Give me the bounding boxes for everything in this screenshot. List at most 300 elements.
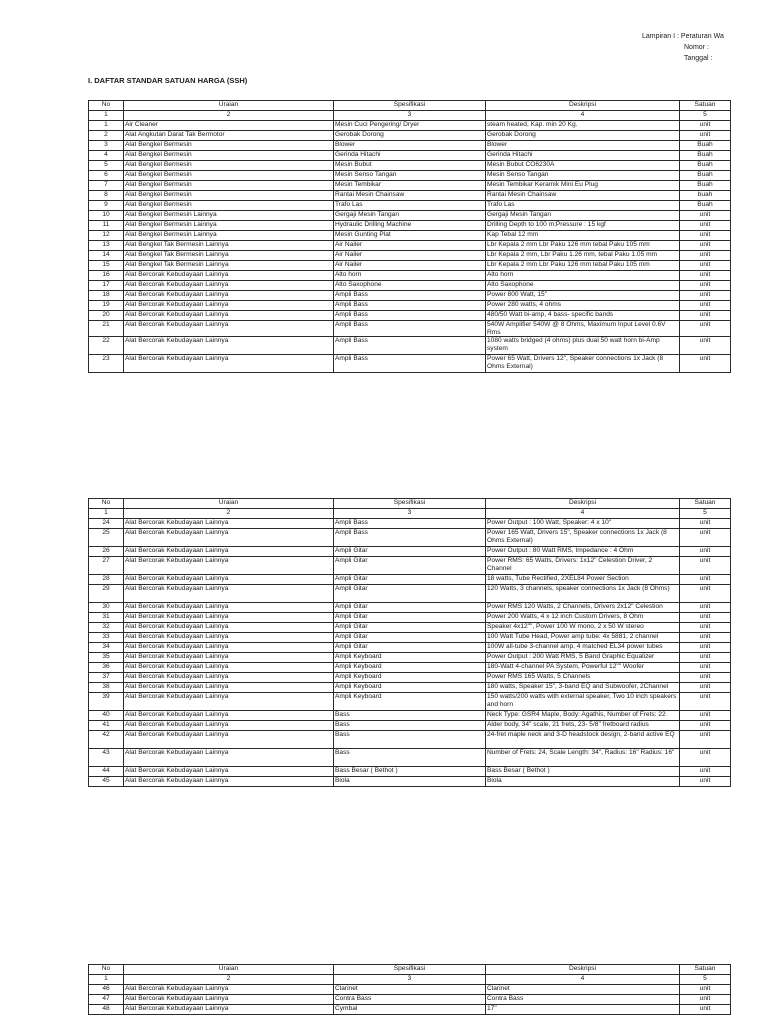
cell-uraian: Alat Bercorak Kebudayaan Lainnya [124,603,334,613]
cell-satuan: unit [680,301,731,311]
ssh-table-1 [88,100,731,373]
table-row [89,985,731,995]
cell-spesifikasi: Gergaji Mesin Tangan [334,211,486,221]
cell-deskripsi: Power Output : 200 Watt RMS, 5 Band Graphic Equalizer [486,653,680,663]
cell-uraian: Alat Bercorak Kebudayaan Lainnya [124,271,334,281]
cell-satuan: Buah [680,151,731,161]
cell-deskripsi: Alder body, 34" scale, 21 frets, 23- 5/8" fretboard radius [486,721,680,731]
cell-uraian: Alat Bengkel Bermesin [124,161,334,171]
cell-satuan: unit [680,281,731,291]
cell-deskripsi: 24-fret maple neck and 3-D headstock design, 2-band active EQ [486,731,680,749]
column-index: 4 [486,975,680,985]
table-row [89,683,731,693]
table-row [89,161,731,171]
column-index: 5 [680,111,731,121]
cell-no: 2 [89,131,124,141]
table-header-row [89,499,731,509]
cell-spesifikasi: Ampli Gitar [334,575,486,585]
column-header-no: No [89,965,124,975]
cell-spesifikasi: Ampli Keyboard [334,673,486,683]
cell-uraian: Alat Bercorak Kebudayaan Lainnya [124,281,334,291]
table-row [89,529,731,547]
cell-no: 46 [89,985,124,995]
cell-deskripsi: Power 800 Watt, 15" [486,291,680,301]
ssh-table-2 [88,498,731,787]
cell-uraian: Alat Bercorak Kebudayaan Lainnya [124,663,334,673]
cell-uraian: Alat Bercorak Kebudayaan Lainnya [124,547,334,557]
table-row [89,151,731,161]
column-index: 1 [89,975,124,985]
cell-deskripsi: Power 65 Watt, Drivers 12", Speaker connections 1x Jack (8 Ohms External) [486,355,680,373]
cell-satuan: unit [680,683,731,693]
cell-satuan: unit [680,767,731,777]
cell-deskripsi: Number of Frets: 24, Scale Length: 34", Radius: 16" Radius: 16" [486,749,680,767]
table-row [89,131,731,141]
cell-deskripsi: Mesin Senso Tangan [486,171,680,181]
column-index: 4 [486,509,680,519]
column-header-uraian: Uraian [124,499,334,509]
table-row [89,201,731,211]
cell-deskripsi: Kap Tebal 12 mm [486,231,680,241]
table-row [89,291,731,301]
cell-no: 25 [89,529,124,547]
cell-no: 8 [89,191,124,201]
cell-satuan: unit [680,777,731,787]
cell-deskripsi: 480/50 Watt bi-amp, 4 bass- specific bands [486,311,680,321]
cell-satuan: unit [680,291,731,301]
cell-spesifikasi: Ampli Gitar [334,547,486,557]
cell-no: 24 [89,519,124,529]
cell-no: 17 [89,281,124,291]
cell-spesifikasi: Ampli Gitar [334,613,486,623]
cell-spesifikasi: Ampli Bass [334,519,486,529]
cell-deskripsi: 180 watts, Speaker 15", 3-band EQ and Subwoofer, 2Channel [486,683,680,693]
cell-spesifikasi: Mesin Bubut [334,161,486,171]
cell-spesifikasi: Mesin Gunting Plat [334,231,486,241]
cell-spesifikasi: Bass [334,749,486,767]
cell-no: 13 [89,241,124,251]
cell-satuan: unit [680,643,731,653]
table-header-row [89,101,731,111]
cell-uraian: Alat Bercorak Kebudayaan Lainnya [124,519,334,529]
cell-no: 30 [89,603,124,613]
cell-deskripsi: Power 280 watts, 4 ohms [486,301,680,311]
cell-spesifikasi: Mesin Tembikar [334,181,486,191]
table-row [89,211,731,221]
table-row [89,643,731,653]
cell-no: 28 [89,575,124,585]
table-row [89,321,731,337]
cell-satuan: unit [680,241,731,251]
cell-satuan: unit [680,985,731,995]
cell-satuan: unit [680,271,731,281]
cell-spesifikasi: Ampli Gitar [334,603,486,613]
cell-uraian: Alat Bengkel Bermesin Lainnya [124,211,334,221]
cell-uraian: Alat Bercorak Kebudayaan Lainnya [124,291,334,301]
cell-no: 23 [89,355,124,373]
cell-spesifikasi: Ampli Bass [334,291,486,301]
cell-no: 18 [89,291,124,301]
column-index-row [89,975,731,985]
column-header-satuan: Satuan [680,101,731,111]
cell-satuan: unit [680,575,731,585]
cell-spesifikasi: Ampli Bass [334,311,486,321]
cell-deskripsi: Drilling Depth to 100 m;Pressure : 15 kgf [486,221,680,231]
table-row [89,261,731,271]
cell-deskripsi: Alto Saxophone [486,281,680,291]
cell-spesifikasi: Ampli Bass [334,301,486,311]
cell-spesifikasi: Trafo Las [334,201,486,211]
cell-no: 12 [89,231,124,241]
cell-spesifikasi: Bass [334,711,486,721]
cell-no: 39 [89,693,124,711]
cell-satuan: unit [680,251,731,261]
cell-deskripsi: Alto horn [486,271,680,281]
cell-deskripsi: Neck Type: GSR4 Maple, Body: Agathis, Number of Frets: 22 [486,711,680,721]
cell-deskripsi: 120 Watts, 3 channels, speaker connections 1x Jack (8 Ohms) [486,585,680,603]
cell-deskripsi: Bass Besar ( Bethot ) [486,767,680,777]
cell-spesifikasi: Ampli Keyboard [334,653,486,663]
cell-spesifikasi: Ampli Bass [334,321,486,337]
table-row [89,693,731,711]
cell-deskripsi: 18 watts, Tube Rectified, 2XEL84 Power Section [486,575,680,585]
cell-satuan: unit [680,337,731,355]
column-index: 2 [124,509,334,519]
table-row [89,311,731,321]
cell-no: 42 [89,731,124,749]
cell-uraian: Alat Bercorak Kebudayaan Lainnya [124,777,334,787]
cell-spesifikasi: Ampli Gitar [334,557,486,575]
cell-satuan: Buah [680,201,731,211]
cell-deskripsi: Rantai Mesin Chainsaw [486,191,680,201]
cell-uraian: Alat Bengkel Bermesin [124,191,334,201]
cell-satuan: unit [680,529,731,547]
cell-uraian: Alat Bercorak Kebudayaan Lainnya [124,633,334,643]
cell-deskripsi: 540W Amplifier 540W @ 8 Ohms, Maximum Input Level 0.6V Rms [486,321,680,337]
cell-deskripsi: 100 Watt Tube Head, Power amp tube: 4x 5881, 2 channel [486,633,680,643]
cell-no: 29 [89,585,124,603]
cell-deskripsi: Gerobak Dorong [486,131,680,141]
cell-no: 22 [89,337,124,355]
cell-uraian: Alat Bengkel Bermesin Lainnya [124,221,334,231]
column-header-deskripsi: Deskripsi [486,499,680,509]
cell-no: 26 [89,547,124,557]
table-row [89,575,731,585]
cell-uraian: Alat Bercorak Kebudayaan Lainnya [124,653,334,663]
table-row [89,603,731,613]
column-index: 5 [680,975,731,985]
cell-uraian: Alat Bengkel Bermesin [124,201,334,211]
cell-no: 48 [89,1005,124,1015]
cell-uraian: Alat Bercorak Kebudayaan Lainnya [124,529,334,547]
cell-no: 9 [89,201,124,211]
cell-uraian: Alat Bercorak Kebudayaan Lainnya [124,321,334,337]
cell-spesifikasi: Bass Besar ( Bethot ) [334,767,486,777]
column-index: 4 [486,111,680,121]
cell-spesifikasi: Bass [334,721,486,731]
cell-spesifikasi: Ampli Bass [334,355,486,373]
cell-satuan: unit [680,547,731,557]
cell-satuan: Buah [680,181,731,191]
column-header-spesifikasi: Spesifikasi [334,101,486,111]
cell-deskripsi: Power Output : 80 Watt RMS, Impedance : 4 Ohm [486,547,680,557]
table-row [89,221,731,231]
cell-spesifikasi: Ampli Bass [334,337,486,355]
cell-spesifikasi: Cymbal [334,1005,486,1015]
table-row [89,749,731,767]
cell-deskripsi: Mesin Bubut CO6230A [486,161,680,171]
cell-satuan: unit [680,1005,731,1015]
cell-no: 33 [89,633,124,643]
cell-satuan: unit [680,261,731,271]
column-index-row [89,509,731,519]
cell-no: 1 [89,121,124,131]
column-header-no: No [89,101,124,111]
table-row [89,585,731,603]
cell-spesifikasi: Ampli Gitar [334,585,486,603]
cell-no: 19 [89,301,124,311]
cell-uraian: Alat Bercorak Kebudayaan Lainnya [124,613,334,623]
cell-satuan: unit [680,585,731,603]
table-row [89,251,731,261]
table-header-row [89,965,731,975]
cell-satuan: Buah [680,141,731,151]
cell-no: 34 [89,643,124,653]
cell-satuan: unit [680,221,731,231]
table-row [89,731,731,749]
cell-deskripsi: Lbr Kepala 2 mm Lbr Paku 126 mm tebal Paku 105 mm [486,261,680,271]
cell-no: 31 [89,613,124,623]
column-header-uraian: Uraian [124,101,334,111]
cell-satuan: Buah [680,161,731,171]
cell-no: 40 [89,711,124,721]
table-row [89,241,731,251]
cell-no: 38 [89,683,124,693]
cell-satuan: unit [680,673,731,683]
cell-no: 7 [89,181,124,191]
cell-deskripsi: Power Output : 100 Watt, Speaker: 4 x 10" [486,519,680,529]
cell-spesifikasi: Ampli Gitar [334,623,486,633]
cell-uraian: Alat Bercorak Kebudayaan Lainnya [124,711,334,721]
table-row [89,171,731,181]
cell-deskripsi: Power RMS 120 Watts, 2 Channels, Drivers 2x12" Celestion [486,603,680,613]
cell-spesifikasi: Mesin Senso Tangan [334,171,486,181]
cell-deskripsi: Power 165 Watt, Drivers 15", Speaker connections 1x Jack (8 Ohms External) [486,529,680,547]
cell-spesifikasi: Air Nailer [334,241,486,251]
cell-uraian: Alat Bengkel Bermesin [124,181,334,191]
cell-spesifikasi: Ampli Keyboard [334,663,486,673]
cell-deskripsi: Contra Bass [486,995,680,1005]
cell-uraian: Alat Bercorak Kebudayaan Lainnya [124,985,334,995]
cell-deskripsi: 17" [486,1005,680,1015]
table-row [89,181,731,191]
table-row [89,613,731,623]
cell-uraian: Alat Bercorak Kebudayaan Lainnya [124,557,334,575]
cell-deskripsi: Speaker 4x12"", Power 100 W mono, 2 x 50 W stereo [486,623,680,633]
cell-no: 45 [89,777,124,787]
cell-spesifikasi: Mesin Cuci Pengering/ Dryer [334,121,486,131]
section-heading: I. DAFTAR STANDAR SATUAN HARGA (SSH) [88,76,248,85]
cell-no: 37 [89,673,124,683]
table-row [89,653,731,663]
cell-uraian: Air Cleaner [124,121,334,131]
table-row [89,711,731,721]
cell-deskripsi: Lbr Kepala 2 mm Lbr Paku 126 mm tebal Paku 105 mm [486,241,680,251]
cell-satuan: buah [680,191,731,201]
cell-no: 35 [89,653,124,663]
cell-satuan: unit [680,121,731,131]
column-index: 2 [124,975,334,985]
cell-uraian: Alat Bercorak Kebudayaan Lainnya [124,1005,334,1015]
cell-uraian: Alat Bercorak Kebudayaan Lainnya [124,575,334,585]
cell-uraian: Alat Bengkel Tak Bermesin Lainnya [124,241,334,251]
cell-spesifikasi: Ampli Gitar [334,633,486,643]
table-row [89,231,731,241]
cell-satuan: unit [680,603,731,613]
cell-satuan: unit [680,231,731,241]
table-row [89,721,731,731]
cell-no: 16 [89,271,124,281]
cell-spesifikasi: Blower [334,141,486,151]
cell-satuan: Buah [680,171,731,181]
cell-uraian: Alat Bercorak Kebudayaan Lainnya [124,995,334,1005]
cell-satuan: unit [680,711,731,721]
column-header-spesifikasi: Spesifikasi [334,965,486,975]
table-row [89,519,731,529]
cell-deskripsi: Gerinda Hitachi [486,151,680,161]
cell-no: 14 [89,251,124,261]
cell-uraian: Alat Bengkel Bermesin [124,171,334,181]
table-row [89,337,731,355]
cell-deskripsi: Blower [486,141,680,151]
column-index: 1 [89,509,124,519]
cell-uraian: Alat Bercorak Kebudayaan Lainnya [124,749,334,767]
cell-spesifikasi: Ampli Keyboard [334,693,486,711]
cell-deskripsi: Biola [486,777,680,787]
cell-no: 3 [89,141,124,151]
cell-deskripsi: Power 200 Watts, 4 x 12 inch Custom Drivers, 8 Ohm [486,613,680,623]
cell-uraian: Alat Bercorak Kebudayaan Lainnya [124,311,334,321]
cell-deskripsi: Gergaji Mesin Tangan [486,211,680,221]
table-row [89,547,731,557]
cell-satuan: unit [680,749,731,767]
table-row [89,623,731,633]
column-header-deskripsi: Deskripsi [486,965,680,975]
cell-uraian: Alat Bercorak Kebudayaan Lainnya [124,721,334,731]
cell-uraian: Alat Bercorak Kebudayaan Lainnya [124,643,334,653]
table-row [89,141,731,151]
tanggal-label: Tanggal : [684,55,713,62]
table-row [89,121,731,131]
cell-deskripsi: Trafo Las [486,201,680,211]
table-row [89,663,731,673]
column-header-satuan: Satuan [680,499,731,509]
lampiran-label: Lampiran I : Peraturan Wa [642,33,724,40]
cell-no: 5 [89,161,124,171]
cell-no: 6 [89,171,124,181]
table-row [89,191,731,201]
cell-spesifikasi: Gerinda Hitachi [334,151,486,161]
cell-spesifikasi: Hydraulic Drilling Machine [334,221,486,231]
table-row [89,301,731,311]
cell-deskripsi: Mesin Tembikar Keramik Mini Eu Plug [486,181,680,191]
cell-satuan: unit [680,131,731,141]
cell-spesifikasi: Air Nailer [334,251,486,261]
cell-no: 4 [89,151,124,161]
column-header-deskripsi: Deskripsi [486,101,680,111]
cell-uraian: Alat Angkutan Darat Tak Bermotor [124,131,334,141]
cell-deskripsi: Power RMS: 65 Watts, Drivers: 1x12" Celestion Driver, 2 Channel [486,557,680,575]
column-index: 3 [334,111,486,121]
column-index: 3 [334,975,486,985]
cell-spesifikasi: Ampli Gitar [334,643,486,653]
column-header-spesifikasi: Spesifikasi [334,499,486,509]
cell-satuan: unit [680,693,731,711]
cell-uraian: Alat Bercorak Kebudayaan Lainnya [124,337,334,355]
column-index: 2 [124,111,334,121]
cell-spesifikasi: Bass [334,731,486,749]
cell-satuan: unit [680,623,731,633]
cell-uraian: Alat Bercorak Kebudayaan Lainnya [124,693,334,711]
cell-uraian: Alat Bengkel Tak Bermesin Lainnya [124,251,334,261]
table-row [89,281,731,291]
cell-no: 43 [89,749,124,767]
column-header-uraian: Uraian [124,965,334,975]
cell-no: 11 [89,221,124,231]
cell-no: 44 [89,767,124,777]
cell-deskripsi: Clarinet [486,985,680,995]
cell-uraian: Alat Bengkel Tak Bermesin Lainnya [124,261,334,271]
cell-uraian: Alat Bengkel Bermesin Lainnya [124,231,334,241]
cell-no: 41 [89,721,124,731]
cell-spesifikasi: Air Nailer [334,261,486,271]
nomor-label: Nomor : [684,44,709,51]
table-row [89,557,731,575]
cell-no: 20 [89,311,124,321]
ssh-table-3 [88,964,731,1015]
cell-no: 47 [89,995,124,1005]
cell-spesifikasi: Biola [334,777,486,787]
table-row [89,271,731,281]
cell-satuan: unit [680,355,731,373]
cell-satuan: unit [680,653,731,663]
column-header-no: No [89,499,124,509]
cell-deskripsi: Power RMS 165 Watts, 5 Channels [486,673,680,683]
column-header-satuan: Satuan [680,965,731,975]
cell-no: 36 [89,663,124,673]
cell-uraian: Alat Bercorak Kebudayaan Lainnya [124,301,334,311]
cell-satuan: unit [680,731,731,749]
cell-uraian: Alat Bercorak Kebudayaan Lainnya [124,623,334,633]
cell-satuan: unit [680,557,731,575]
cell-no: 15 [89,261,124,271]
cell-spesifikasi: Ampli Keyboard [334,683,486,693]
table-row [89,767,731,777]
cell-spesifikasi: Rantai Mesin Chainsaw [334,191,486,201]
cell-uraian: Alat Bercorak Kebudayaan Lainnya [124,731,334,749]
column-index: 5 [680,509,731,519]
cell-satuan: unit [680,519,731,529]
cell-satuan: unit [680,721,731,731]
cell-satuan: unit [680,633,731,643]
column-index: 3 [334,509,486,519]
table-row [89,355,731,373]
cell-spesifikasi: Alto horn [334,271,486,281]
cell-no: 21 [89,321,124,337]
cell-uraian: Alat Bengkel Bermesin [124,141,334,151]
cell-uraian: Alat Bercorak Kebudayaan Lainnya [124,767,334,777]
cell-deskripsi: 180-Watt 4-channel PA System, Powerful 12"" Woofer [486,663,680,673]
